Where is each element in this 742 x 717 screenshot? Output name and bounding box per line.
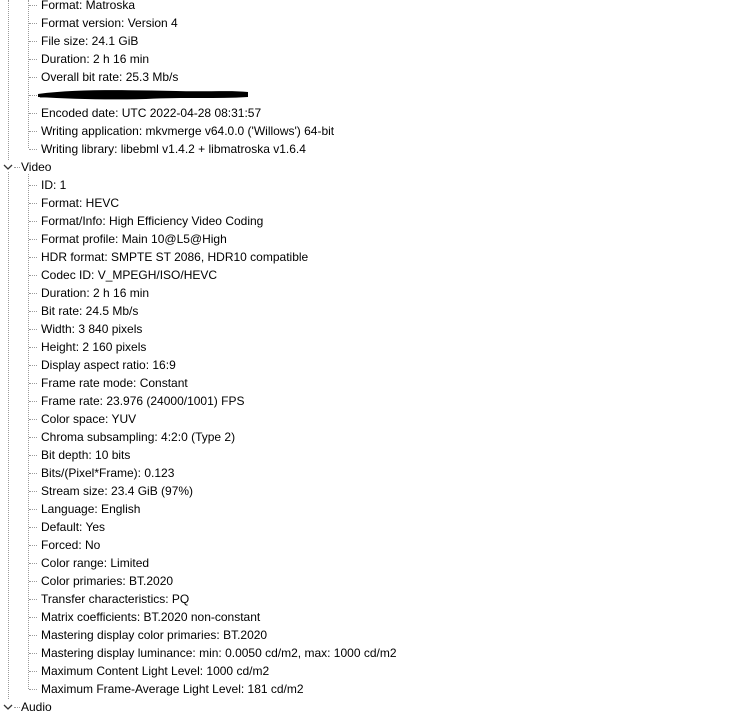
video-item-row[interactable] [0, 284, 742, 302]
general-item-row-label: Format version: Version 4 [41, 16, 178, 30]
tree-branch [29, 671, 37, 672]
tree-branch [29, 23, 37, 24]
tree-branch [29, 41, 37, 42]
video-item-row-label: Frame rate mode: Constant [41, 376, 188, 390]
tree-branch [29, 113, 37, 114]
video-item-row[interactable] [0, 302, 742, 320]
tree-branch [29, 599, 37, 600]
tree-branch [14, 167, 20, 168]
tree-branch [29, 383, 37, 384]
video-item-row-label: Format/Info: High Efficiency Video Coding [41, 214, 264, 228]
tree-branch [29, 527, 37, 528]
video-item-row-label: Color range: Limited [41, 556, 150, 570]
video-item-row[interactable] [0, 446, 742, 464]
video-item-row-label: Matrix coefficients: BT.2020 non-constant [41, 610, 261, 624]
tree-branch [29, 257, 37, 258]
video-item-row-label: Language: English [41, 502, 141, 516]
tree-branch [29, 275, 37, 276]
tree-branch [29, 131, 37, 132]
video-item-row-label: Transfer characteristics: PQ [41, 592, 190, 606]
video-item-row[interactable] [0, 644, 742, 662]
general-item-row[interactable] [0, 0, 742, 14]
video-item-row[interactable] [0, 536, 742, 554]
tree-branch [29, 77, 37, 78]
video-item-row-label: Mastering display color primaries: BT.2020 [41, 628, 268, 642]
general-item-row[interactable] [0, 68, 742, 86]
video-item-row-label: Color space: YUV [41, 412, 137, 426]
general-item-row[interactable] [0, 14, 742, 32]
video-item-row-label: Color primaries: BT.2020 [41, 574, 174, 588]
tree-branch [29, 653, 37, 654]
general-item-row[interactable] [0, 50, 742, 68]
video-item-row[interactable] [0, 608, 742, 626]
video-item-row-label: Bit rate: 24.5 Mb/s [41, 304, 139, 318]
video-item-row[interactable] [0, 374, 742, 392]
video-item-row-label: Format profile: Main 10@L5@High [41, 232, 227, 246]
video-item-row-label: Format: HEVC [41, 196, 120, 210]
tree-branch [29, 509, 37, 510]
tree-branch [29, 401, 37, 402]
video-item-row[interactable] [0, 428, 742, 446]
video-item-row-label: Bit depth: 10 bits [41, 448, 131, 462]
video-item-row-label: ID: 1 [41, 178, 67, 192]
video-item-row-label: Codec ID: V_MPEGH/ISO/HEVC [41, 268, 218, 282]
video-item-row[interactable] [0, 194, 742, 212]
tree-branch [29, 149, 37, 150]
video-item-row-label: Maximum Content Light Level: 1000 cd/m2 [41, 664, 270, 678]
video-item-row[interactable] [0, 482, 742, 500]
video-item-row[interactable] [0, 266, 742, 284]
tree-branch [14, 707, 20, 708]
video-item-row[interactable] [0, 338, 742, 356]
video-item-row-label: Stream size: 23.4 GiB (97%) [41, 484, 194, 498]
video-item-row-label: Bits/(Pixel*Frame): 0.123 [41, 466, 175, 480]
tree-branch [29, 203, 37, 204]
tree-branch [29, 365, 37, 366]
video-item-row-label: Maximum Frame-Average Light Level: 181 cd/m2 [41, 682, 304, 696]
tree-branch [29, 329, 37, 330]
general-item-row-label: Duration: 2 h 16 min [41, 52, 150, 66]
chevron-down-icon[interactable] [3, 702, 13, 712]
general-item-row-label: Writing library: libebml v1.4.2 + libmatroska v1.6.4 [41, 142, 306, 156]
tree-branch [29, 347, 37, 348]
general-item-row[interactable] [0, 140, 742, 158]
general-item-row-label: Format: Matroska [41, 0, 136, 12]
tree-branch [29, 563, 37, 564]
section-audio-label: Audio [21, 700, 52, 714]
tree-branch [29, 185, 37, 186]
video-item-row[interactable] [0, 572, 742, 590]
video-item-row-label: Forced: No [41, 538, 101, 552]
general-item-row-label: Overall bit rate: 25.3 Mb/s [41, 70, 179, 84]
general-item-row-label: Writing application: mkvmerge v64.0.0 ('Willows') 64-bit [41, 124, 335, 138]
tree-branch [29, 5, 37, 6]
tree-branch [29, 473, 37, 474]
general-item-row[interactable] [0, 32, 742, 50]
tree-branch [29, 491, 37, 492]
video-item-row[interactable] [0, 320, 742, 338]
video-item-row-label: Display aspect ratio: 16:9 [41, 358, 176, 372]
video-item-row[interactable] [0, 554, 742, 572]
redaction-mark [36, 87, 250, 101]
general-item-row-label: Encoded date: UTC 2022-04-28 08:31:57 [41, 106, 262, 120]
video-item-row-label: Mastering display luminance: min: 0.0050 cd/m2, max: 1000 cd/m2 [41, 646, 397, 660]
tree-branch [29, 293, 37, 294]
video-item-row[interactable] [0, 590, 742, 608]
tree-branch [29, 59, 37, 60]
general-item-row[interactable] [0, 104, 742, 122]
tree-branch [29, 635, 37, 636]
video-item-row[interactable] [0, 518, 742, 536]
video-item-row[interactable] [0, 680, 742, 698]
tree-branch [29, 455, 37, 456]
general-item-row-label: File size: 24.1 GiB [41, 34, 139, 48]
video-item-row[interactable] [0, 500, 742, 518]
video-item-row[interactable] [0, 248, 742, 266]
tree-branch [29, 221, 37, 222]
tree-branch [29, 419, 37, 420]
video-item-row-label: Default: Yes [41, 520, 106, 534]
video-item-row[interactable] [0, 626, 742, 644]
video-item-row-label: Frame rate: 23.976 (24000/1001) FPS [41, 394, 245, 408]
video-item-row-label: Duration: 2 h 16 min [41, 286, 150, 300]
video-item-row-label: HDR format: SMPTE ST 2086, HDR10 compatible [41, 250, 309, 264]
video-item-row-label: Width: 3 840 pixels [41, 322, 143, 336]
tree-branch [29, 689, 37, 690]
tree-branch [29, 545, 37, 546]
tree-branch [29, 581, 37, 582]
video-item-row[interactable] [0, 410, 742, 428]
video-item-row[interactable] [0, 356, 742, 374]
video-item-row[interactable] [0, 392, 742, 410]
tree-branch [29, 311, 37, 312]
section-audio[interactable] [0, 698, 742, 716]
tree-branch [29, 437, 37, 438]
general-item-row[interactable] [0, 122, 742, 140]
section-video-label: Video [21, 160, 52, 174]
section-video[interactable] [0, 158, 742, 176]
video-item-row-label: Chroma subsampling: 4:2:0 (Type 2) [41, 430, 236, 444]
video-item-row[interactable] [0, 230, 742, 248]
video-item-row[interactable] [0, 212, 742, 230]
tree-branch [29, 617, 37, 618]
video-item-row[interactable] [0, 176, 742, 194]
tree-branch [29, 239, 37, 240]
video-item-row[interactable] [0, 662, 742, 680]
video-item-row-label: Height: 2 160 pixels [41, 340, 147, 354]
video-item-row[interactable] [0, 464, 742, 482]
chevron-down-icon[interactable] [3, 162, 13, 172]
